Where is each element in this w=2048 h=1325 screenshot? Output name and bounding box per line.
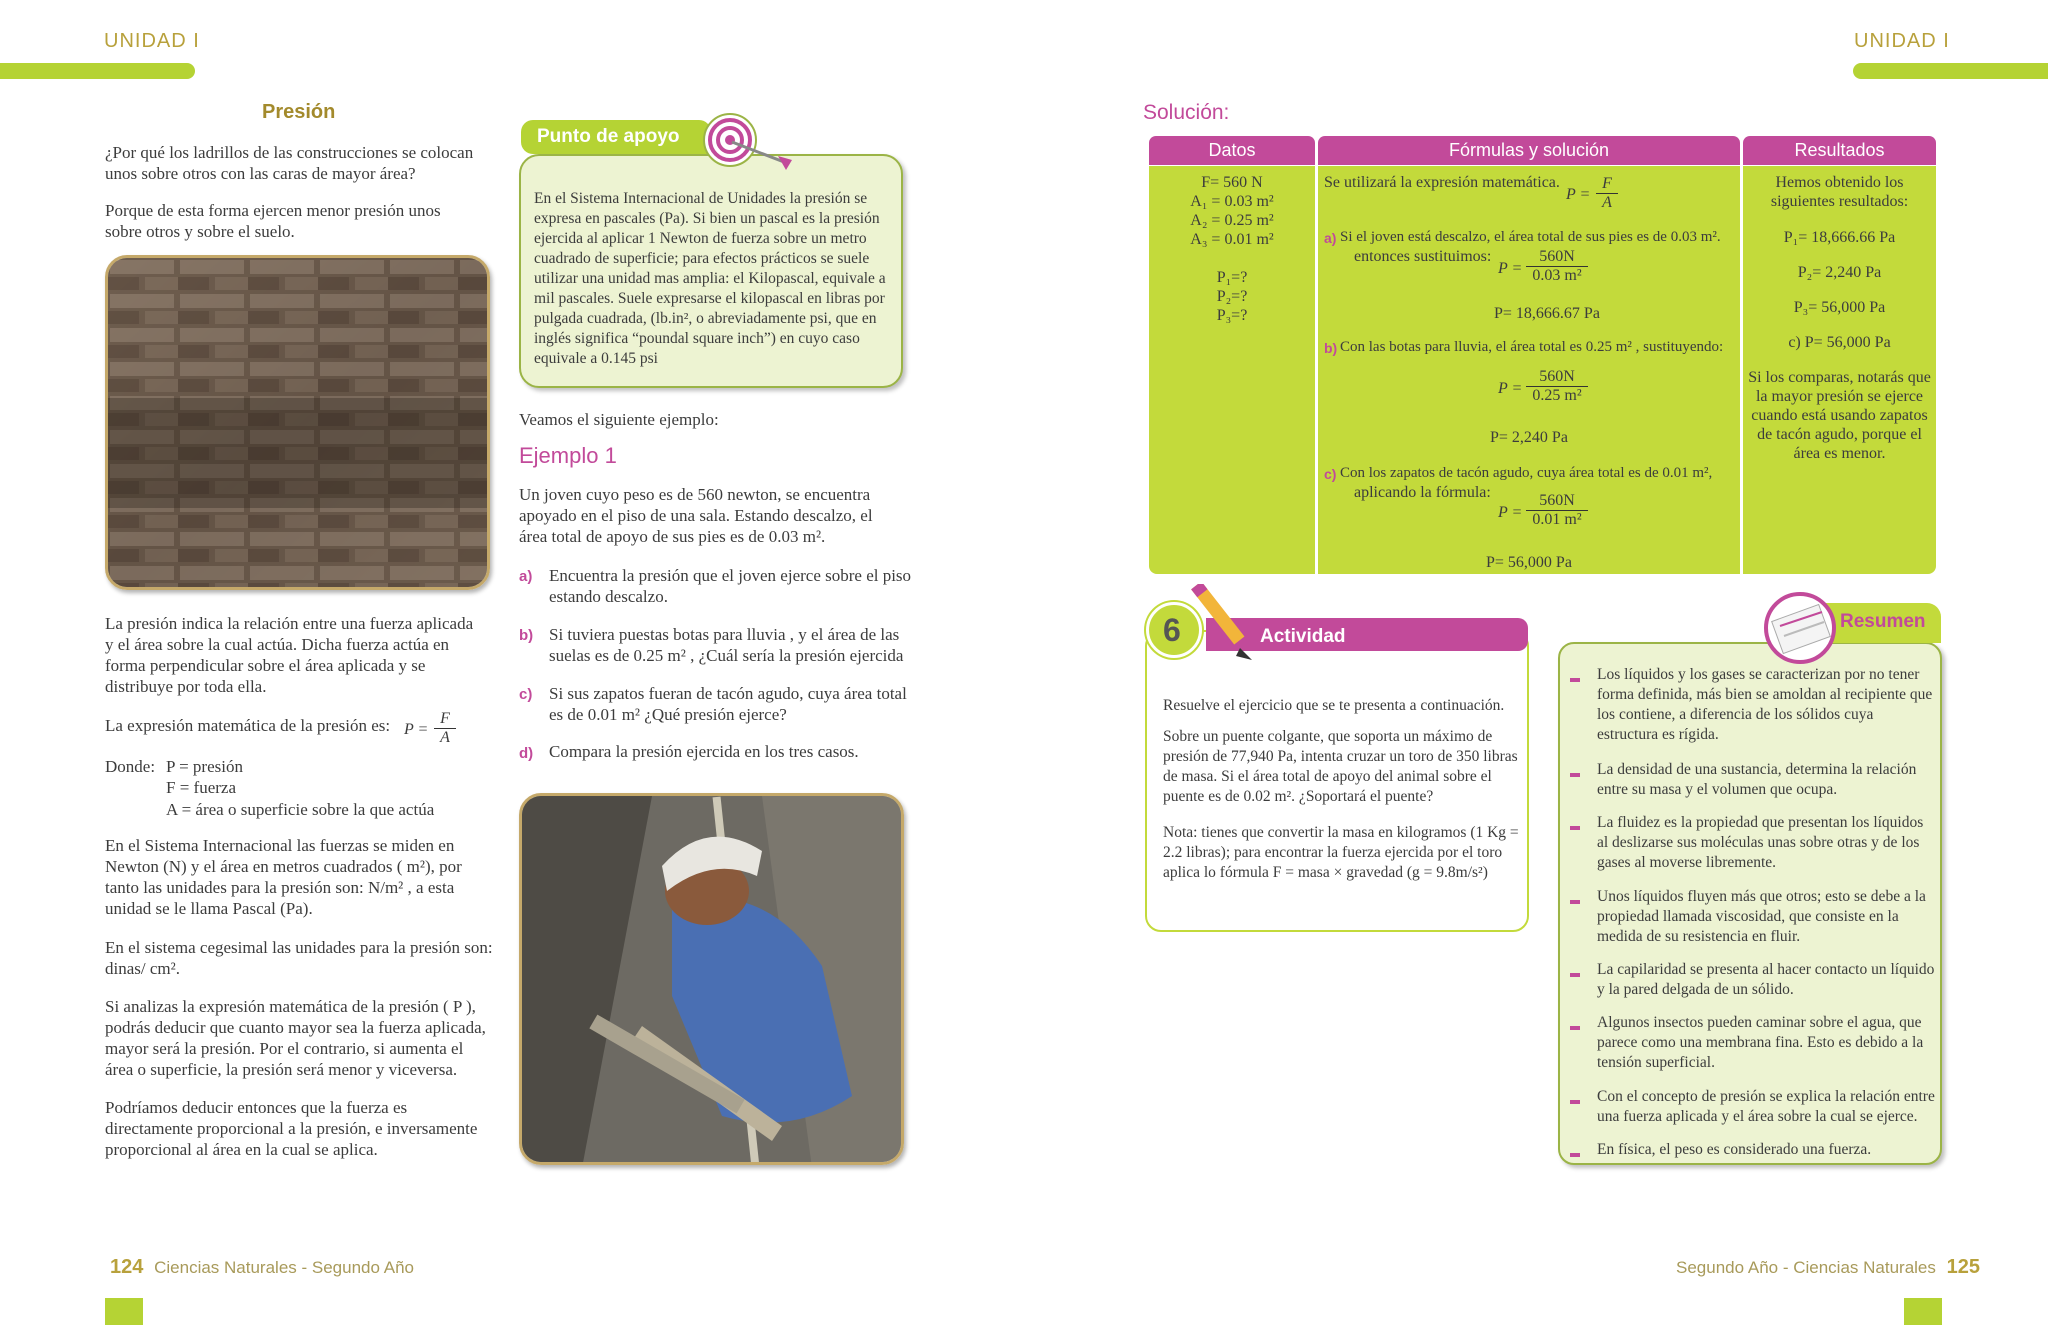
formula-intro-sol: Se utilizará la expresión matemática.	[1324, 174, 1560, 191]
page-number-left: 124	[110, 1256, 144, 1278]
bullet	[1570, 900, 1580, 904]
header-datos: Datos	[1149, 136, 1315, 165]
actividad-box	[1145, 630, 1529, 932]
dato-a3: A₃ = 0.01 m²	[1190, 231, 1274, 248]
header-resultados: Resultados	[1743, 136, 1936, 165]
res-1: P₁= 18,666.66 Pa	[1783, 229, 1896, 246]
sol-b-result: P= 2,240 Pa	[1490, 429, 1568, 446]
section-title: Presión	[262, 101, 336, 123]
res-2: P₂= 2,240 Pa	[1797, 264, 1882, 281]
actividad-p1: Resuelve el ejercicio que se te presenta a continuación.	[1163, 697, 1505, 714]
formula-numerator: F	[440, 710, 450, 727]
brick-wall-photo	[105, 255, 490, 590]
def-f: F = fuerza	[166, 778, 237, 797]
footer-right	[1676, 1256, 1980, 1279]
ejemplo-title: Ejemplo 1	[519, 443, 617, 468]
resumen-item-1: Los líquidos y los gases se caracterizan por no tener forma definida, más bien se amoldan al recipiente que los contiene, a diferencia de los sólidos cuya estructura es rígida.	[1597, 666, 1933, 743]
bullet	[1570, 1026, 1580, 1030]
apoyo-tag-label: Punto de apoyo	[537, 126, 680, 147]
dato-p3: P₃=?	[1216, 307, 1248, 324]
formula-intro: La expresión matemática de la presión es:	[105, 716, 391, 735]
sol-c-p: P =	[1498, 504, 1523, 521]
res-intro: Hemos obtenido los siguientes resultados:	[1770, 174, 1909, 210]
sol-c-den: 0.01 m²	[1526, 510, 1588, 529]
donde-label: Donde:	[105, 757, 156, 776]
dato-a2: A₂ = 0.25 m²	[1190, 212, 1274, 229]
def-a: A = área o superficie sobre la que actúa	[166, 800, 435, 819]
resumen-item-4: Unos líquidos fluyen más que otros; esto se debe a la propiedad llamada viscosidad, que consiste en la medida de su resistencia en fluir.	[1597, 888, 1926, 945]
worker-photo	[519, 793, 904, 1165]
dato-p1: P₁=?	[1216, 269, 1248, 286]
bullet	[1570, 826, 1580, 830]
bullet	[1570, 773, 1580, 777]
sol-b-num: 560N	[1539, 368, 1575, 385]
bullet	[1570, 1153, 1580, 1157]
unit-label-right: UNIDAD I	[1854, 30, 1950, 52]
sol-c-text2: aplicando la fórmula:	[1354, 484, 1491, 501]
worker-image	[522, 796, 904, 1165]
answer-text: Porque de esta forma ejercen menor presión unos sobre otros y sobre el suelo.	[105, 201, 441, 241]
item-b-label: b)	[519, 627, 534, 644]
apoyo-text: En el Sistema Internacional de Unidades la presión se expresa en pascales (Pa). Si bien un pascal es la presión ejercida al aplicar 1 Newton de fuerza sobre un metro cuadrado de superficie; para efectos prácticos se suele utilizar una unidad mas amplia: el Kilopascal, equivale a mil pascales. Suele expresarse el kilopascal en libras por pulgada cuadrada, (lb.in², o abreviadamente psi, que en inglés significa “poundal square inch”) en cuyo caso equivale a 0.145 psi	[534, 190, 886, 367]
resumen-item-8: En física, el peso es considerado una fuerza.	[1597, 1141, 1872, 1158]
sol-a-den: 0.03 m²	[1526, 266, 1588, 285]
question-text: ¿Por qué los ladrillos de las construcciones se colocan unos sobre otros con las caras de mayor área?	[105, 143, 474, 183]
sol-a-text2: entonces sustituimos:	[1354, 248, 1492, 265]
resumen-tag-label: Resumen	[1840, 611, 1926, 632]
page-number-right: 125	[1946, 1256, 1980, 1278]
sol-a-result: P= 18,666.67 Pa	[1494, 305, 1600, 322]
target-icon	[700, 108, 796, 176]
sol-formula-num: F	[1602, 175, 1612, 192]
header-formulas: Fórmulas y solución	[1318, 136, 1740, 165]
paragraph-1: La presión indica la relación entre una fuerza aplicada y el área sobre la cual actúa. Dicha fuerza actúa en forma perpendicular sobre el área aplicada y se distribuye por toda ella.	[105, 614, 474, 696]
sol-a-label: a)	[1324, 230, 1337, 246]
punto-de-apoyo-box	[519, 154, 903, 388]
actividad-tag-label: Actividad	[1260, 626, 1346, 647]
ejemplo-intro: Veamos el siguiente ejemplo:	[519, 410, 719, 429]
formula-p: P =	[404, 721, 429, 738]
resumen-item-3: La fluidez es la propiedad que presentan los líquidos al deslizarse sus moléculas unas sobre otras y de los gases al moverse libremente.	[1597, 814, 1924, 871]
footer-square-left	[105, 1298, 143, 1325]
notepad-icon	[1756, 588, 1846, 666]
sol-formula-den: A	[1596, 193, 1618, 212]
solucion-title: Solución:	[1143, 101, 1230, 124]
unit-label-left: UNIDAD I	[104, 30, 200, 52]
sol-a-num: 560N	[1539, 248, 1575, 265]
sol-b-p: P =	[1498, 380, 1523, 397]
paragraph-5: Podríamos deducir entonces que la fuerza es directamente proporcional a la presión, e inversamente proporcional al área en la cual se aplica.	[105, 1098, 478, 1159]
bullet	[1570, 973, 1580, 977]
item-a-label: a)	[519, 568, 533, 585]
res-3: P₃= 56,000 Pa	[1793, 299, 1886, 316]
item-c-label: c)	[519, 686, 533, 703]
resumen-item-6: Algunos insectos pueden caminar sobre el agua, que parece como una membrana fina. Esto es debido a la tensión superficial.	[1597, 1014, 1924, 1071]
item-a-text: Encuentra la presión que el joven ejerce sobre el piso estando descalzo.	[549, 566, 912, 606]
bullet	[1570, 678, 1580, 682]
dato-a1: A₁ = 0.03 m²	[1190, 193, 1274, 210]
activity-number: 6	[1163, 612, 1181, 648]
dato-f: F= 560 N	[1201, 174, 1263, 191]
resumen-item-2: La densidad de una sustancia, determina la relación entre su masa y el volumen que ocupa.	[1597, 761, 1917, 798]
pencil-icon	[1178, 584, 1258, 664]
sol-c-text: Con los zapatos de tacón agudo, cuya área total es de 0.01 m²,	[1340, 465, 1713, 481]
header-bar-left	[0, 63, 195, 79]
bullet	[1570, 1100, 1580, 1104]
sol-b-den: 0.25 m²	[1526, 386, 1588, 405]
actividad-p2: Sobre un puente colgante, que soporta un máximo de presión de 77,940 Pa, intenta cruzar un toro de 350 libras de masa. Si el área total de apoyo del animal sobre el puente es de 0.02 m². ¿Soportará el puente?	[1163, 728, 1518, 805]
sol-c-label: c)	[1324, 466, 1337, 482]
sol-c-num: 560N	[1539, 492, 1575, 509]
resumen-item-5: La capilaridad se presenta al hacer contacto un líquido y la pared delgada de un sólido.	[1597, 961, 1935, 998]
dato-p2: P₂=?	[1216, 288, 1248, 305]
formula-denominator: A	[434, 728, 456, 747]
sol-b-label: b)	[1324, 340, 1338, 356]
sol-c-result: P= 56,000 Pa	[1486, 554, 1572, 571]
header-bar-right	[1853, 63, 2048, 79]
item-c-text: Si sus zapatos fueran de tacón agudo, cuya área total es de 0.01 m² ¿Qué presión ejerce?	[549, 684, 907, 724]
actividad-p3: Nota: tienes que convertir la masa en kilogramos (1 Kg = 2.2 libras); para encontrar la fuerza ejercida por el toro aplica lo fórmula F = masa × gravedad (g = 9.8m/s²)	[1163, 824, 1519, 881]
sol-a-p: P =	[1498, 260, 1523, 277]
item-b-text: Si tuviera puestas botas para lluvia , y el área de las suelas es de 0.25 m² , ¿Cuál sería la presión ejercida	[549, 625, 904, 665]
res-4: c) P= 56,000 Pa	[1788, 334, 1891, 351]
apoyo-tag	[521, 120, 711, 154]
paragraph-4: Si analizas la expresión matemática de la presión ( P ), podrás deducir que cuanto mayor sea la fuerza aplicada, mayor será la presión. Por el contrario, si aumenta el área o superficie, la presión será menor y viceversa.	[105, 997, 486, 1079]
item-d-text: Compara la presión ejercida en los tres casos.	[549, 742, 859, 761]
footer-left	[110, 1256, 414, 1279]
sol-b-text: Con las botas para lluvia, el área total es 0.25 m² , sustituyendo:	[1340, 339, 1724, 355]
sol-formula-p: P =	[1566, 186, 1591, 203]
footer-right-text: Segundo Año - Ciencias Naturales	[1676, 1258, 1936, 1277]
ejemplo-text: Un joven cuyo peso es de 560 newton, se encuentra apoyado en el piso de una sala. Estando descalzo, el área total de apoyo de sus pies es de 0.03 m².	[519, 485, 873, 546]
item-d-label: d)	[519, 745, 534, 762]
paragraph-3: En el sistema cegesimal las unidades para la presión son: dinas/ cm².	[105, 938, 493, 978]
res-conclusion: Si los comparas, notarás que la mayor presión se ejerce cuando está usando zapatos de tacón agudo, porque el área es menor.	[1748, 369, 1931, 462]
footer-square-right	[1904, 1298, 1942, 1325]
def-p: P = presión	[166, 757, 243, 776]
footer-left-text: Ciencias Naturales - Segundo Año	[154, 1258, 414, 1277]
sol-a-text: Si el joven está descalzo, el área total de sus pies es de 0.03 m².	[1340, 229, 1721, 245]
resumen-item-7: Con el concepto de presión se explica la relación entre una fuerza aplicada y el área sobre la cual se ejerce.	[1597, 1088, 1935, 1125]
paragraph-2: En el Sistema Internacional las fuerzas se miden en Newton (N) y el área en metros cuadrados ( m²), por tanto las unidades para la presión son: N/m² , a esta unidad se le llama Pascal (Pa).	[105, 836, 462, 918]
brick-wall-image	[108, 258, 490, 590]
